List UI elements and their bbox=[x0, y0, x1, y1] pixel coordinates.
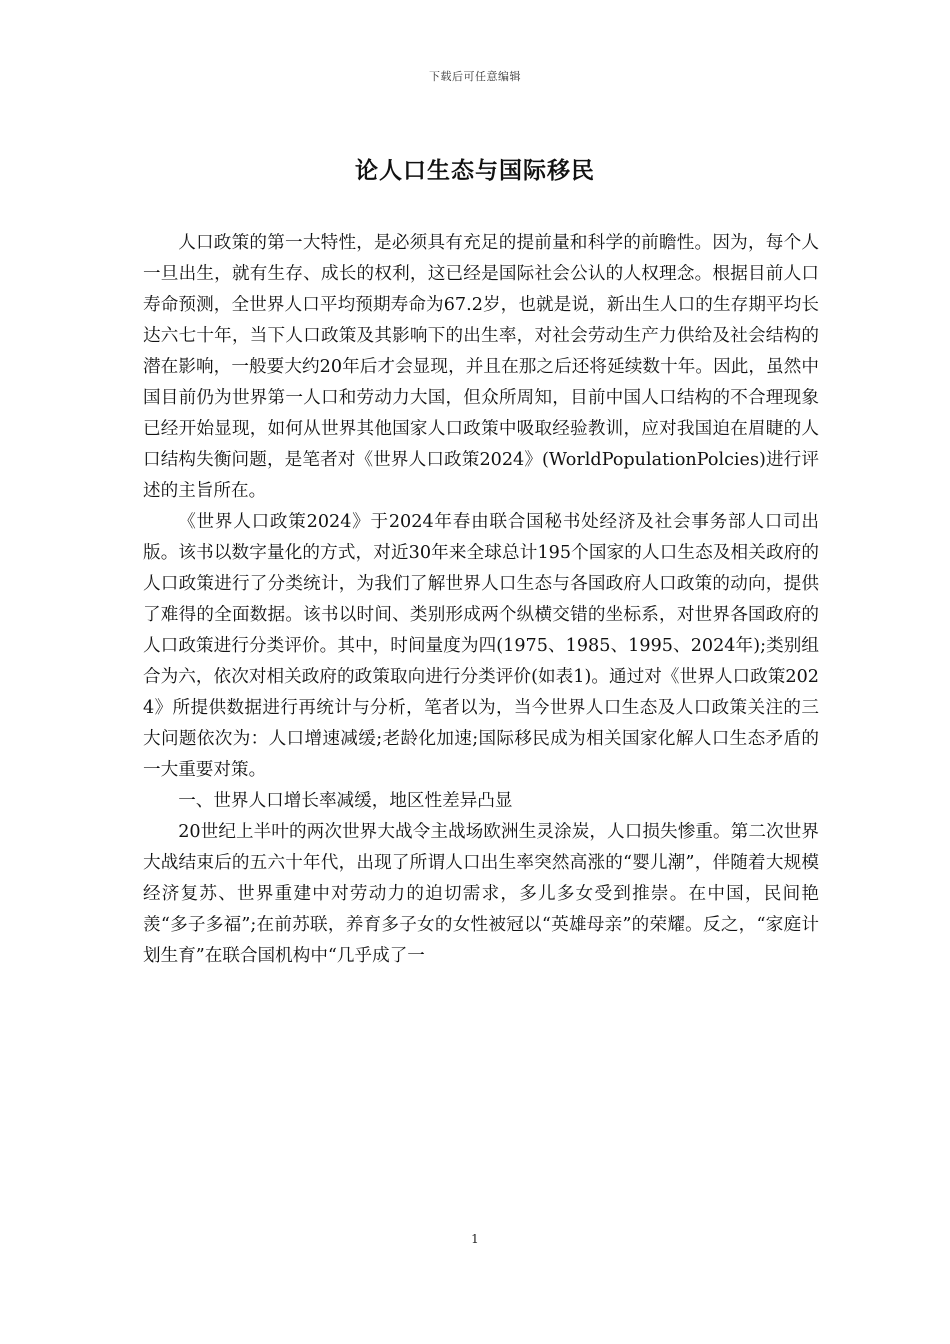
document-title: 论人口生态与国际移民 bbox=[355, 157, 595, 184]
paragraph: 20世纪上半叶的两次世界大战令主战场欧洲生灵涂炭，人口损失惨重。第二次世界大战结束后的五六十年代，出现了所谓人口出生率突然高涨的“婴儿潮”，伴随着大规模经济复苏、世界重建中对劳动力的迫切需求，多儿多女受到推崇。在中国，民间艳羡“多子多福”;在前苏联，养育多子女的女性被冠以“英雄母亲”的荣耀。反之，“家庭计划生育”在联合国机构中“几乎成了一 bbox=[143, 822, 819, 966]
document-body bbox=[143, 228, 819, 972]
paragraph: 人口政策的第一大特性，是必须具有充足的提前量和科学的前瞻性。因为，每个人一旦出生，就有生存、成长的权利，这已经是国际社会公认的人权理念。根据目前人口寿命预测，全世界人口平均预期寿命为67.2岁，也就是说，新出生人口的生存期平均长达六七十年，当下人口政策及其影响下的出生率，对社会劳动生产力供给及社会结构的潜在影响，一般要大约20年后才会显现，并且在那之后还将延续数十年。因此，虽然中国目前仍为世界第一人口和劳动力大国，但众所周知，目前中国人口结构的不合理现象已经开始显现，如何从世界其他国家人口政策中吸取经验教训，应对我国迫在眉睫的人口结构失衡问题，是笔者对《世界人口政策2024》(WorldPopulationPolcies)进行评述的主旨所在。 bbox=[143, 233, 819, 501]
paragraph: 《世界人口政策2024》于2024年春由联合国秘书处经济及社会事务部人口司出版。该书以数字量化的方式，对近30年来全球总计195个国家的人口生态及相关政府的人口政策进行了分类统计，为我们了解世界人口生态与各国政府人口政策的动向，提供了难得的全面数据。该书以时间、类别形成两个纵横交错的坐标系，对世界各国政府的人口政策进行分类评价。其中，时间量度为四(1975、1985、1995、2024年);类别组合为六，依次对相关政府的政策取向进行分类评价(如表1)。通过对《世界人口政策2024》所提供数据进行再统计与分析，笔者以为，当今世界人口生态及人口政策关注的三大问题依次为：人口增速减缓;老龄化加速;国际移民成为相关国家化解人口生态矛盾的一大重要对策。 bbox=[143, 512, 819, 780]
page-number: 1 bbox=[471, 1232, 479, 1246]
header-note: 下载后可任意编辑 bbox=[429, 70, 521, 83]
section-heading: 一、世界人口增长率减缓，地区性差异凸显 bbox=[178, 791, 513, 811]
